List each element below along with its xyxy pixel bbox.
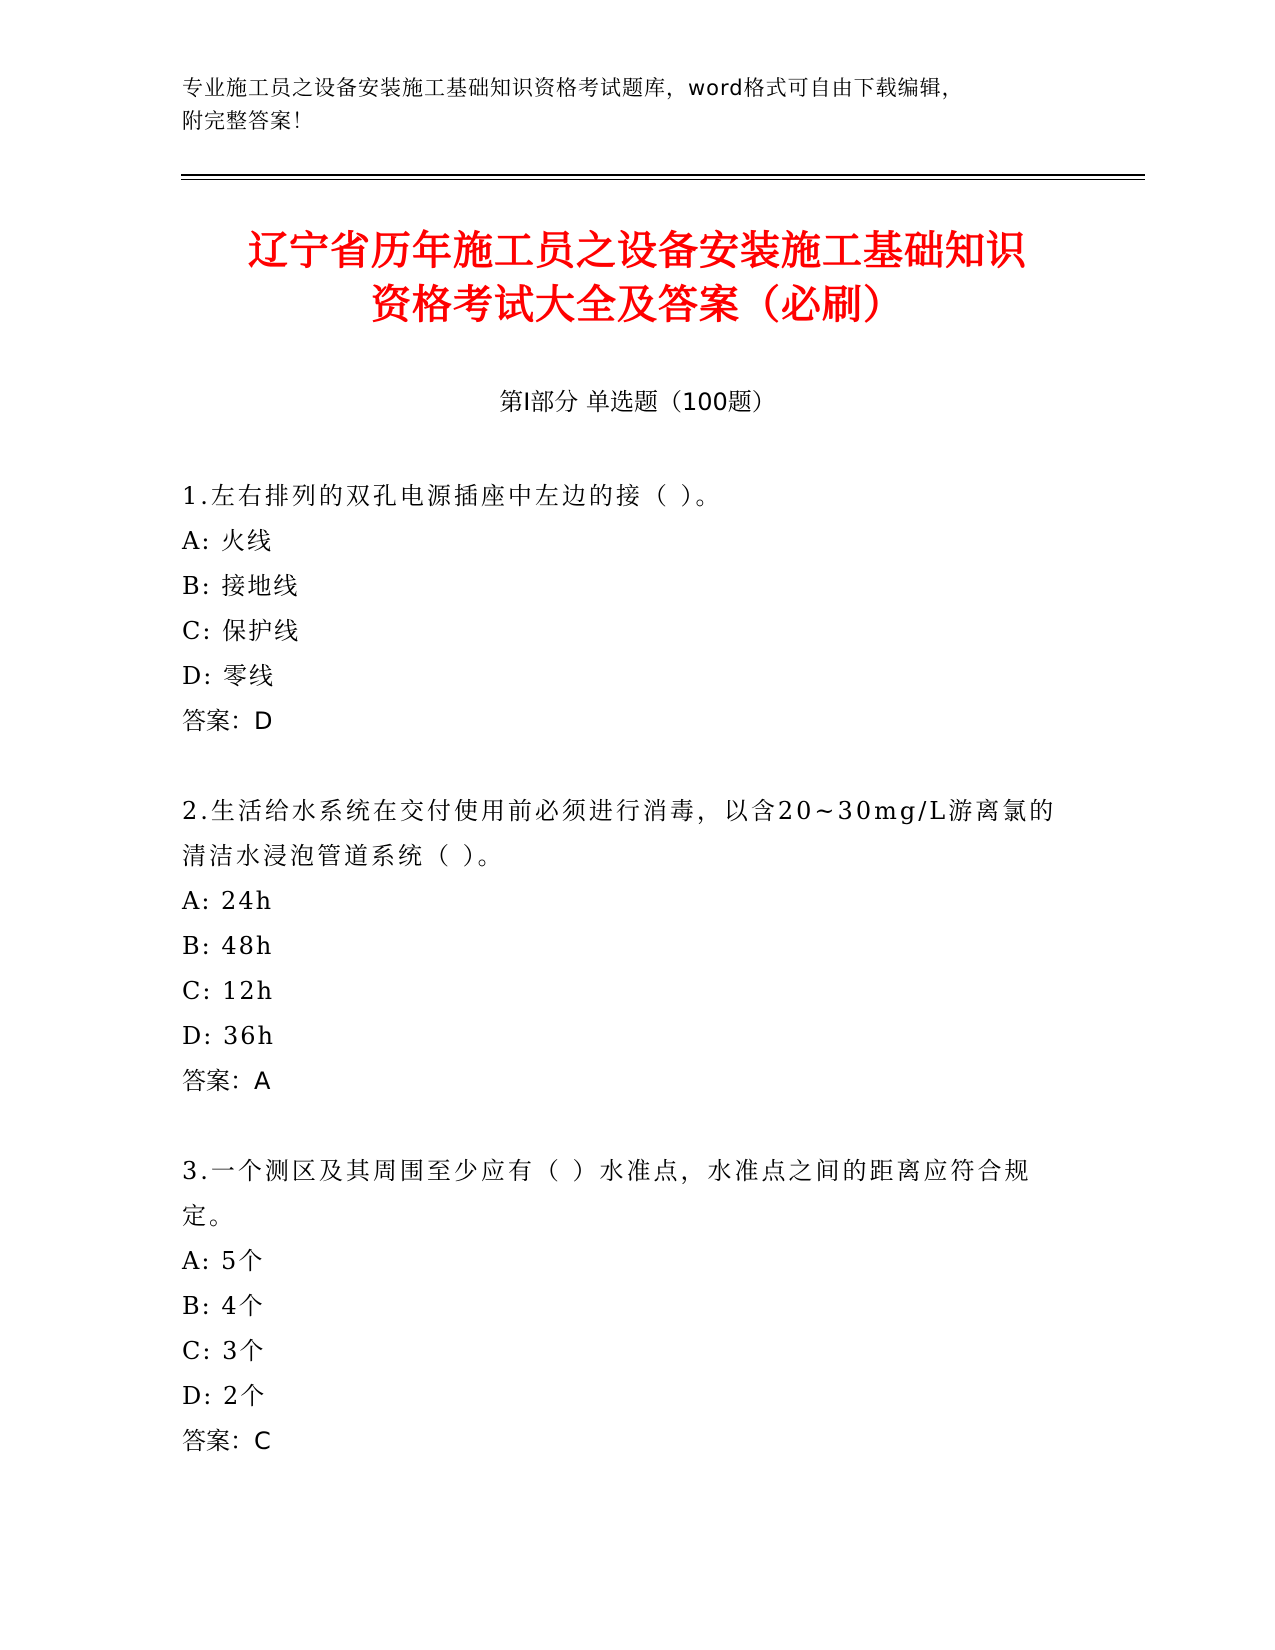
- option-b: B: 接地线: [182, 572, 300, 600]
- header-note: [182, 72, 1062, 138]
- option-b: B: 48h: [182, 932, 274, 960]
- answer-line: 答案：A: [182, 1067, 271, 1095]
- option-c: C: 保护线: [182, 617, 301, 645]
- header-divider-thin: [181, 179, 1145, 180]
- option-a: A: 24h: [182, 887, 274, 915]
- document-title-line-1: 辽宁省历年施工员之设备安装施工基础知识: [248, 228, 1027, 274]
- document-title: [150, 224, 1125, 332]
- question-3: [182, 1149, 1082, 1464]
- section-heading: 第Ⅰ部分 单选题（100题）: [499, 388, 776, 416]
- option-a: A: 5个: [182, 1247, 265, 1275]
- answer-line: 答案：D: [182, 707, 273, 735]
- option-a: A: 火线: [182, 527, 274, 555]
- document-title-line-2: 资格考试大全及答案（必刷）: [371, 282, 904, 328]
- option-b: B: 4个: [182, 1292, 265, 1320]
- option-c: C: 12h: [182, 977, 275, 1005]
- question-stem: 2.生活给水系统在交付使用前必须进行消毒，以含20~30mg/L游离氯的清洁水浸泡管道系统（ ）。: [182, 797, 1057, 870]
- option-d: D: 36h: [182, 1022, 275, 1050]
- question-stem: 1.左右排列的双孔电源插座中左边的接（ ）。: [182, 482, 723, 510]
- question-list: [182, 474, 1082, 1509]
- question-2: [182, 789, 1082, 1104]
- option-c: C: 3个: [182, 1337, 266, 1365]
- question-stem: 3.一个测区及其周围至少应有（ ）水准点，水准点之间的距离应符合规定。: [182, 1157, 1032, 1230]
- option-d: D: 2个: [182, 1382, 267, 1410]
- header-divider-thick: [181, 174, 1145, 176]
- header-note-line-2: 附完整答案！: [182, 109, 314, 133]
- option-d: D: 零线: [182, 662, 275, 690]
- question-1: [182, 474, 1082, 744]
- header-note-line-1: 专业施工员之设备安装施工基础知识资格考试题库，word格式可自由下载编辑，: [182, 76, 964, 100]
- answer-line: 答案：C: [182, 1427, 271, 1455]
